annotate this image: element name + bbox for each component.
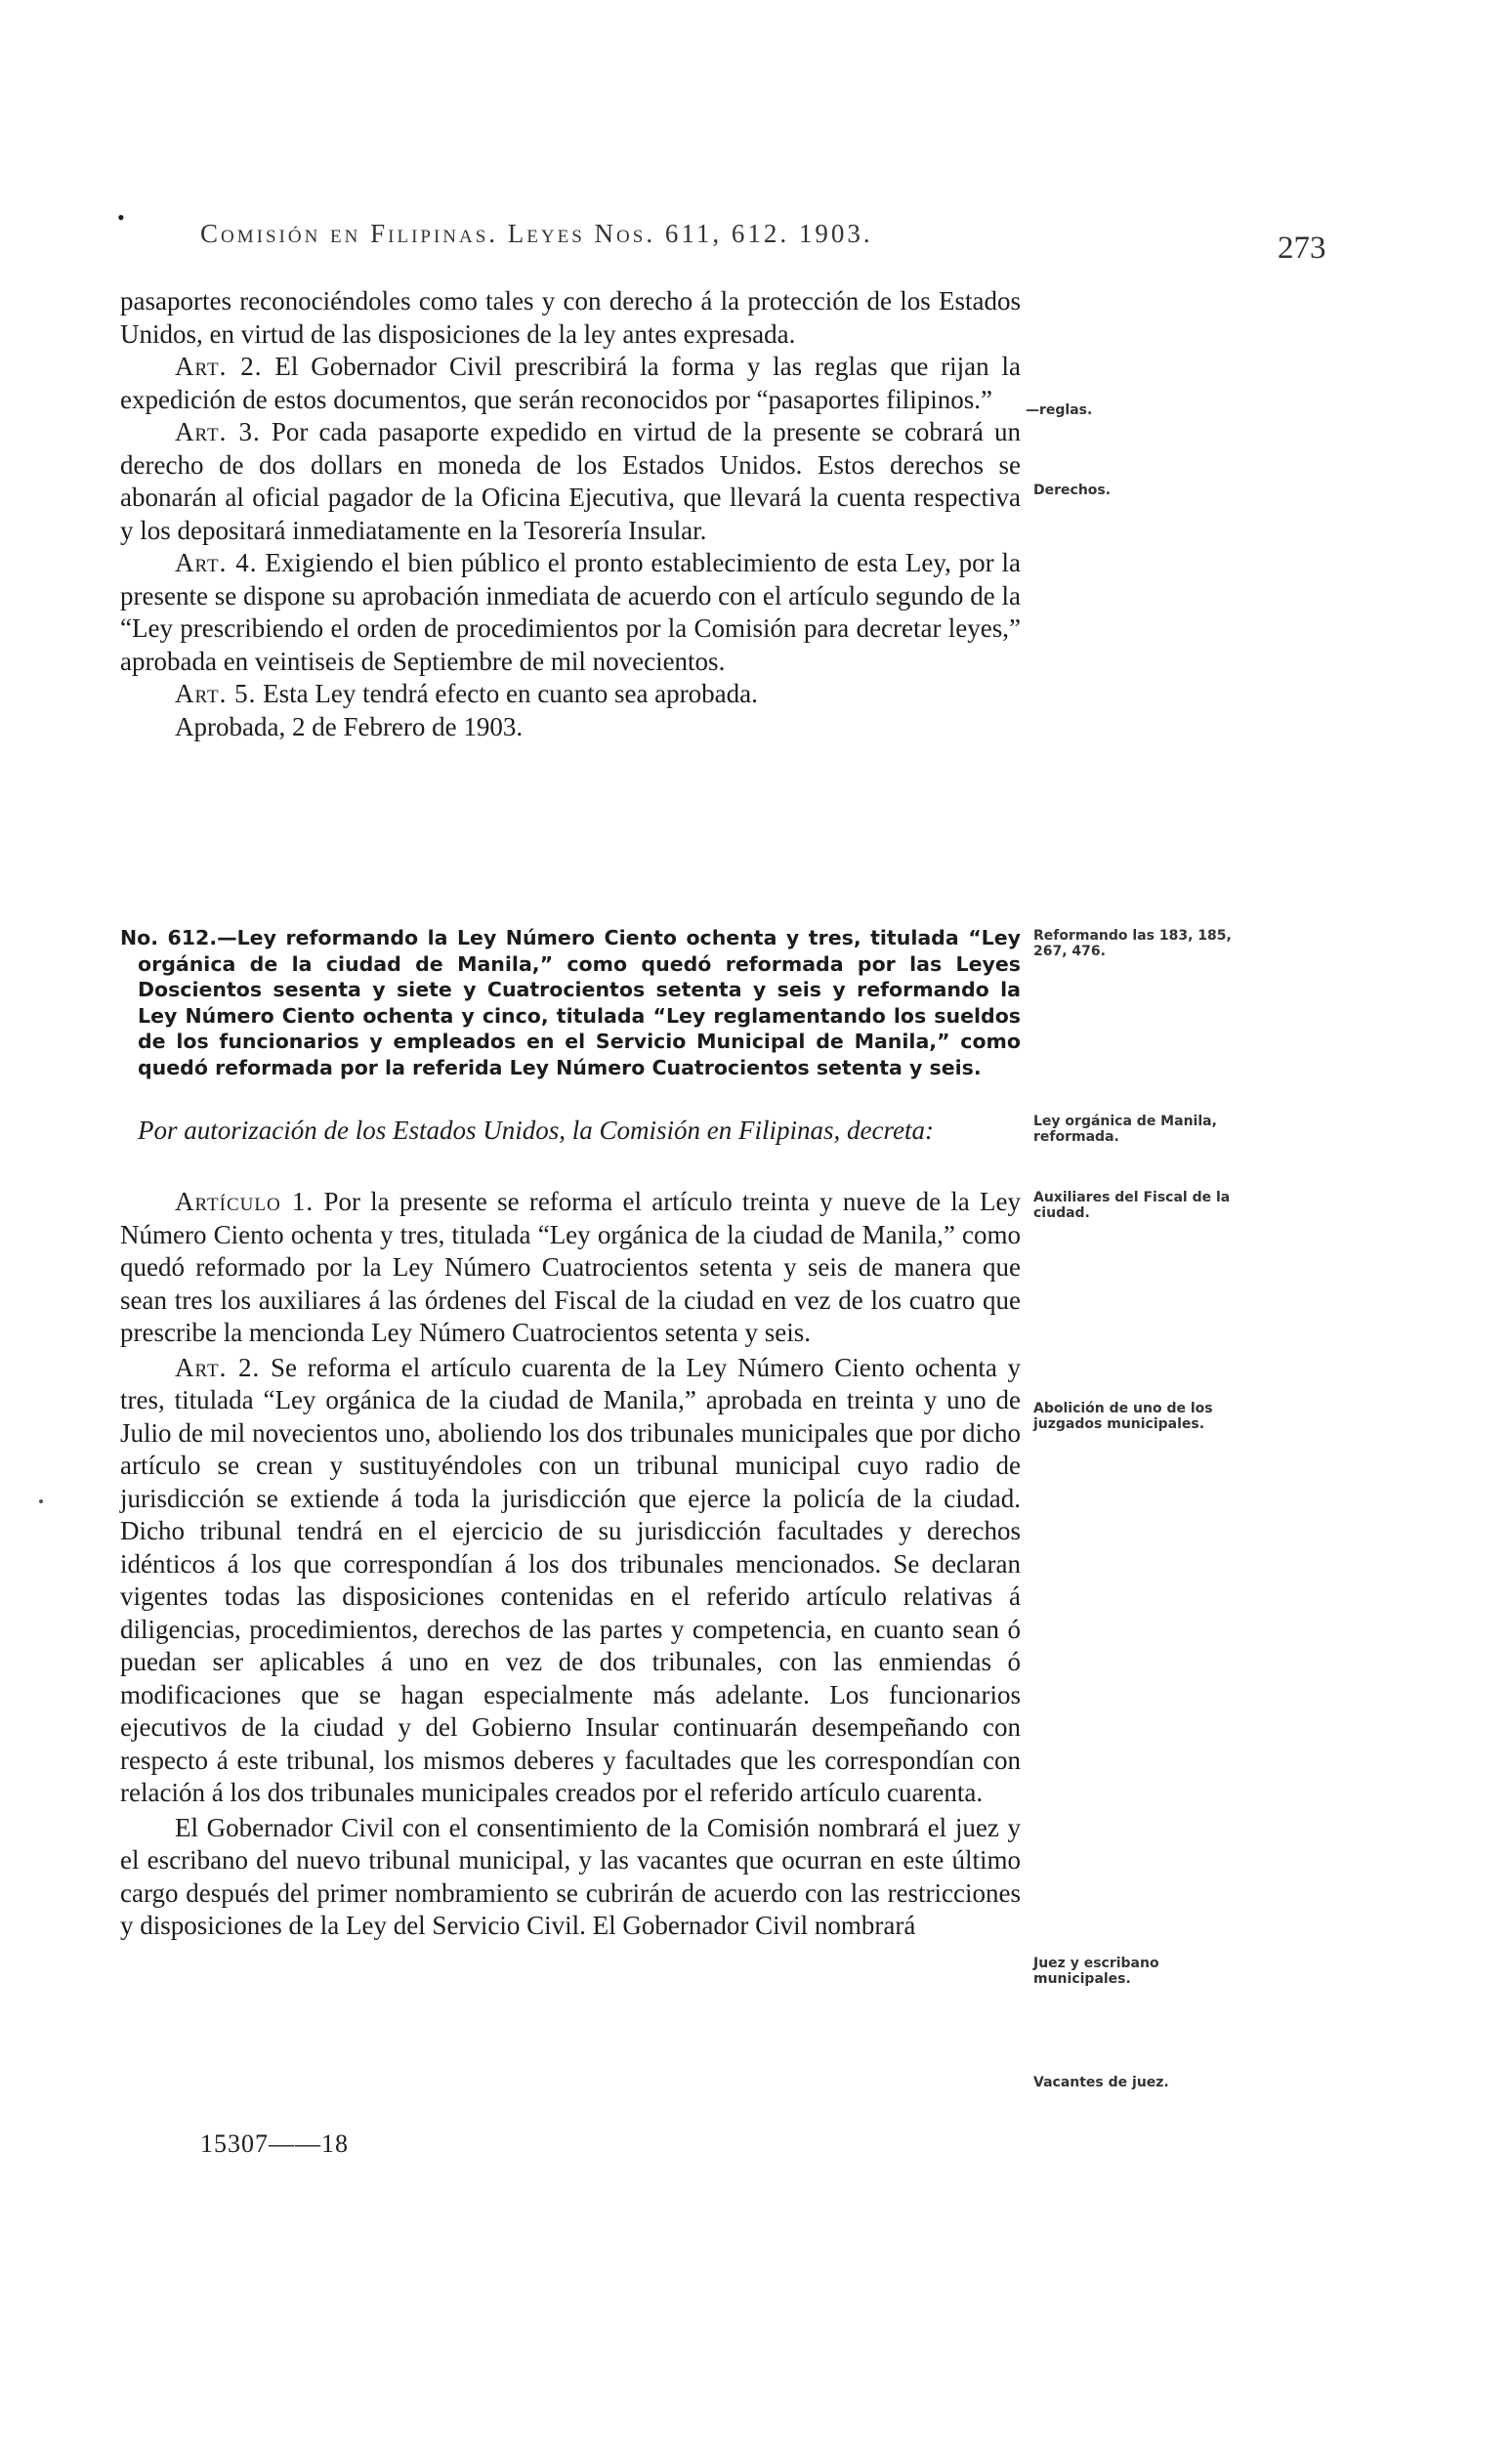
margin-note-ley-organica: Ley orgánica de Manila, reformada. bbox=[1033, 1114, 1217, 1145]
article-label: Art. 3. bbox=[175, 417, 261, 446]
article-3 bbox=[120, 416, 1021, 547]
article-1 bbox=[120, 1186, 1021, 1350]
margin-note-reformando: Reformando las 183, 185, 267, 476. bbox=[1033, 928, 1232, 959]
margin-note-reglas: —reglas. bbox=[1026, 402, 1093, 418]
paragraph: pasaportes reconociéndoles como tales y con derecho á la protección de los Estados Unidos, en virtud de las disposiciones de la ley antes expresada. bbox=[120, 286, 1021, 349]
enacting-clause: Por autorización de los Estados Unidos, la Comisión en Filipinas, decreta: bbox=[138, 1116, 934, 1145]
law-title-text: No. 612.—Ley reformando la Ley Número Ciento ochenta y tres, titulada “Ley orgánica de la ciudad de Manila,” como quedó reformada por las Leyes Doscientos sesenta y siete y Cuatrocientos setenta y seis y reformando la Ley Número Ciento ochenta y cinco, titulada “Ley reglamentando los sueldos de los funcionarios y empleados en el Servicio Municipal de Manila,” como quedó reformada por la referida Ley Número Cuatrocientos setenta y seis. bbox=[120, 926, 1021, 1079]
approval-date: Aprobada, 2 de Febrero de 1903. bbox=[175, 711, 524, 741]
article-4 bbox=[120, 547, 1021, 678]
article-2 bbox=[120, 1352, 1021, 1810]
stray-mark: • bbox=[117, 205, 125, 230]
margin-note-abolicion: Abolición de uno de los juzgados municipales. bbox=[1033, 1401, 1213, 1432]
page-number: 273 bbox=[1278, 231, 1326, 266]
article-label: Art. 5. bbox=[175, 679, 257, 708]
article-text: Por cada pasaporte expedido en virtud de la presente se cobrará un derecho de dos dollars en moneda de los Estados Unidos. Estos derechos se abonarán al oficial pagador de la Oficina Ejecutiva, que llevará la cuenta respectiva y los depositará inmediatamente en la Tesorería Insular. bbox=[120, 417, 1021, 545]
article-text: Exigiendo el bien público el pronto establecimiento de esta Ley, por la presente se dispone su aprobación inmediata de acuerdo con el artículo segundo de la “Ley prescribiendo el orden de procedimientos por la Comisión para decretar leyes,” aprobada en veintiseis de Septiembre de mil novecientos. bbox=[120, 548, 1022, 676]
margin-note-juez: Juez y escribano municipales. bbox=[1033, 1956, 1159, 1987]
article-label: Art. 2. bbox=[175, 352, 263, 381]
running-header: Comisión en Filipinas. Leyes Nos. 611, 612. 1903. bbox=[200, 219, 873, 248]
article-5 bbox=[120, 678, 1021, 711]
article-text: Se reforma el artículo cuarenta de la Ley Número Ciento ochenta y tres, titulada “Ley orgánica de la ciudad de Manila,” aprobada en treinta y uno de Julio de mil novecientos uno, aboliendo los dos tribunales municipales que por dicho artículo se crean y sustituyéndoles con un tribunal municipal cuyo radio de jurisdicción se extiende á toda la jurisdicción que ejerce la policía de la ciudad. Dicho tribunal tendrá en el ejercicio de su jurisdicción facultades y derechos idénticos á los que correspondían á los dos tribunales mencionados. Se declaran vigentes todas las disposiciones contenidas en el referido artículo relativas á diligencias, procedimientos, derechos de las partes y competencia, en cuanto sean ó puedan ser aplicables á uno en vez de dos tribunales, con las enmiendas ó modificaciones que se hagan especialmente más adelante. Los funcionarios ejecutivos de la ciudad y del Gobierno Insular continuarán desempeñando con respecto á este tribunal, los mismos deberes y facultades que les correspondían con relación á los dos tribunales municipales creados por el referido artículo cuarenta. bbox=[120, 1352, 1021, 1807]
margin-note-vacantes: Vacantes de juez. bbox=[1033, 2075, 1169, 2090]
article-text: Esta Ley tendrá efecto en cuanto sea aprobada. bbox=[263, 679, 758, 708]
law-612-title bbox=[120, 925, 1021, 1080]
article-label: Artículo 1. bbox=[175, 1187, 315, 1216]
margin-note-auxiliares: Auxiliares del Fiscal de la ciudad. bbox=[1033, 1190, 1231, 1221]
printer-signature: 15307——18 bbox=[200, 2129, 349, 2158]
article-label: Art. 2. bbox=[175, 1352, 261, 1382]
stray-dot bbox=[39, 1499, 43, 1503]
paragraph-judge: El Gobernador Civil con el consentimiento de la Comisión nombrará el juez y el escribano del nuevo tribunal municipal, y las vacantes que ocurran en este último cargo después del primer nombramiento se cubrirán de acuerdo con las restricciones y disposiciones de la Ley del Servicio Civil. El Gobernador Civil nombrará bbox=[120, 1812, 1021, 1940]
law-612-body bbox=[120, 1186, 1021, 1943]
article-text: Por la presente se reforma el artículo treinta y nueve de la Ley Número Ciento ochenta y tres, titulada “Ley orgánica de la ciudad de Manila,” como quedó reformado por la Ley Número Cuatrocientos setenta y seis de manera que sean tres los auxiliares á las órdenes del Fiscal de la ciudad en vez de los cuatro que prescribe la mencionda Ley Número Cuatrocientos setenta y seis. bbox=[120, 1187, 1022, 1347]
article-text: El Gobernador Civil prescribirá la forma y las reglas que rijan la expedición de estos documentos, que serán reconocidos por “pasaportes filipinos.” bbox=[120, 352, 1021, 414]
article-2 bbox=[120, 351, 1021, 416]
law-611-continuation bbox=[120, 285, 1021, 743]
article-label: Art. 4. bbox=[175, 548, 258, 577]
margin-note-derechos: Derechos. bbox=[1033, 483, 1112, 498]
